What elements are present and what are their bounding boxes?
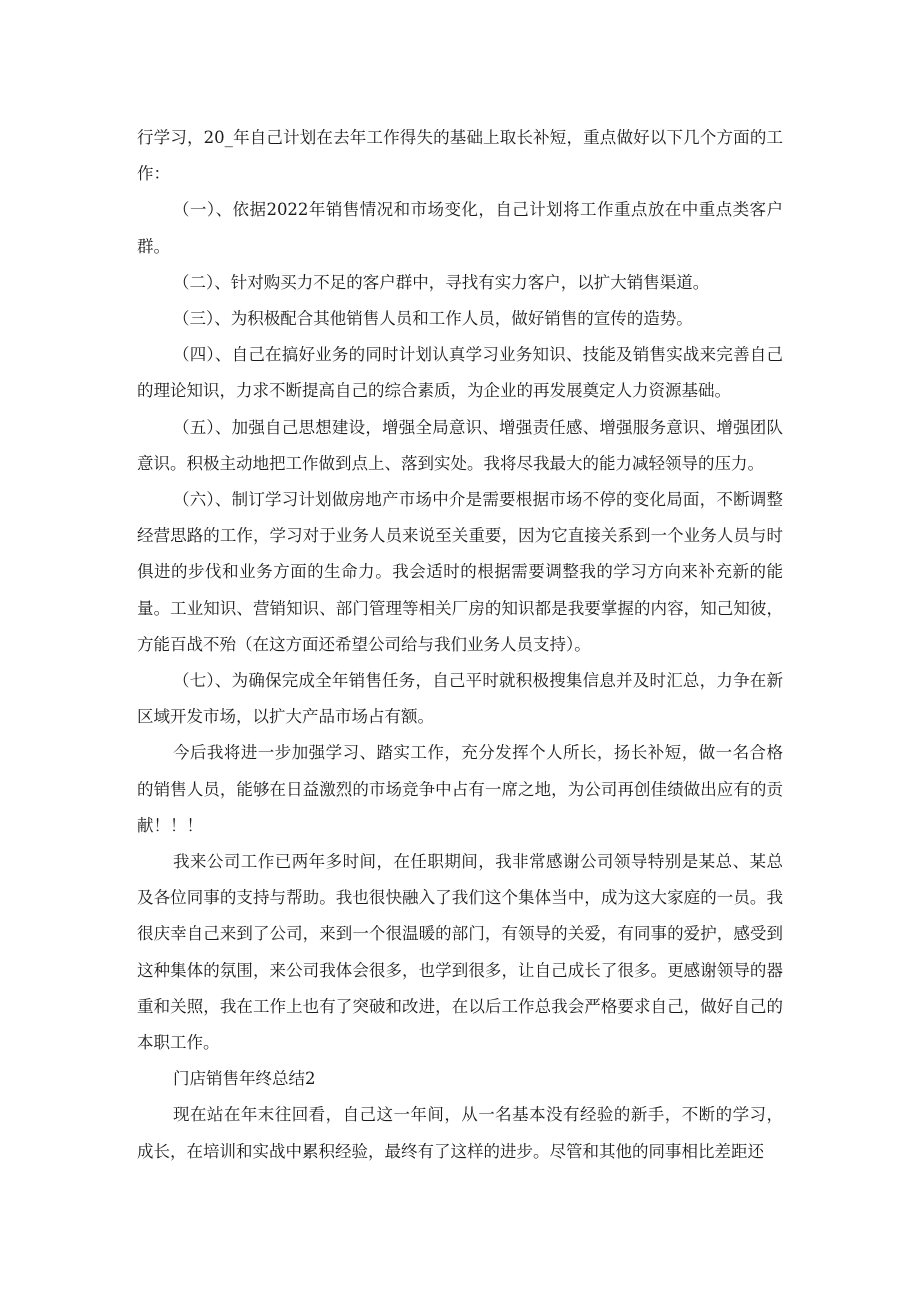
paragraph: （二）、针对购买力不足的客户群中，寻找有实力客户，以扩大销售渠道。 [173,272,710,292]
paragraph: （六）、制订学习计划做房地产市场中介是需要根据市场不停的变化局面，不断调整经营思路的工作，学习对于业务人员来说至关重要，因为它直接关系到一个业务人员与时俱进的步伐和业务方面的生命力。我会适时的根据需要调整我的学习方向来补充新的能量。工业知识、营销知识、部门管理等相关厂房的知识都是我要掌握的内容，知己知彼，方能百战不殆（在这方面还希望公司给与我们业务人员支持）。 [137,490,783,654]
document-body [137,120,783,1170]
paragraph: 行学习，20_年自己计划在去年工作得失的基础上取长补短，重点做好以下几个方面的工作： [137,128,783,184]
paragraph: （五）、加强自己思想建设，增强全局意识、增强责任感、增强服务意识、增强团队意识。积极主动地把工作做到点上、落到实处。我将尽我最大的能力减轻领导的压力。 [137,417,783,473]
paragraph: （三）、为积极配合其他销售人员和工作人员，做好销售的宣传的造势。 [173,309,693,329]
paragraph: 我来公司工作已两年多时间，在任职期间，我非常感谢公司领导特别是某总、某总及各位同事的支持与帮助。我也很快融入了我们这个集体当中，成为这大家庭的一员。我很庆幸自己来到了公司，来到一个很温暖的部门，有领导的关爱，有同事的爱护，感受到这种集体的氛围，来公司我体会很多，也学到很多，让自己成长了很多。更感谢领导的器重和关照，我在工作上也有了突破和改进，在以后工作总我会严格要求自己，做好自己的本职工作。 [137,852,783,1053]
paragraph: （一）、依据2022年销售情况和市场变化，自己计划将工作重点放在中重点类客户群。 [137,200,783,256]
paragraph: （四）、自己在搞好业务的同时计划认真学习业务知识、技能及销售实战来完善自己的理论知识，力求不断提高自己的综合素质，为企业的再发展奠定人力资源基础。 [137,345,783,401]
paragraph: （七）、为确保完成全年销售任务，自己平时就积极搜集信息并及时汇总，力争在新区域开发市场，以扩大产品市场占有额。 [137,671,783,727]
paragraph: 今后我将进一步加强学习、踏实工作，充分发挥个人所长，扬长补短，做一名合格的销售人员，能够在日益激烈的市场竞争中占有一席之地，为公司再创佳绩做出应有的贡献！！！ [137,743,783,835]
section-heading: 门店销售年终总结2 [173,1069,316,1089]
paragraph: 现在站在年末往回看，自己这一年间，从一名基本没有经验的新手，不断的学习，成长，在培训和实战中累积经验，最终有了这样的进步。尽管和其他的同事相比差距还 [137,1105,783,1161]
